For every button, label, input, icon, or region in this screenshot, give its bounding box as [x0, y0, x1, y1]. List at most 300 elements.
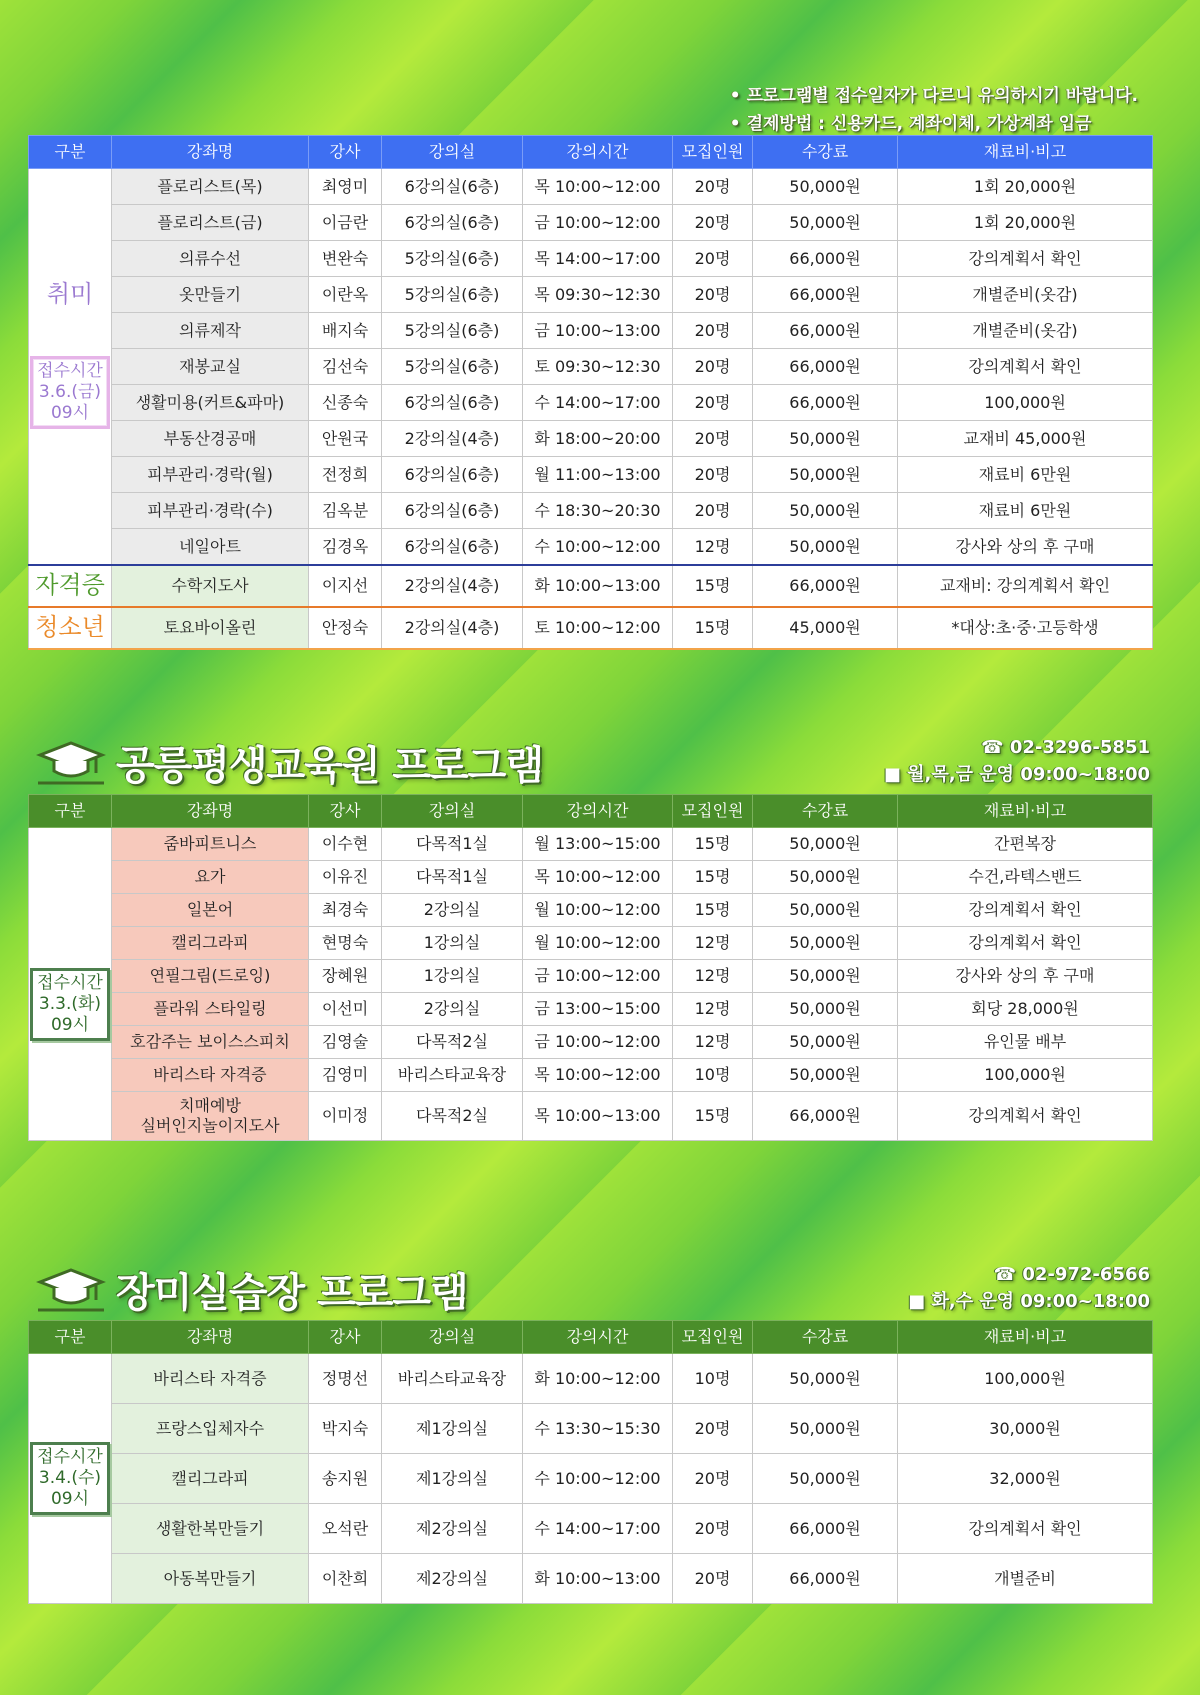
cell-classroom — [382, 205, 523, 241]
classroom-text: 2강의실 — [423, 900, 481, 919]
course-name-text: 피부관리·경락(월) — [147, 464, 273, 484]
cell-instructor — [309, 1404, 382, 1454]
cell-tuition-fee — [753, 828, 898, 861]
cell-class-time — [523, 349, 673, 385]
cell-classroom — [382, 1026, 523, 1059]
classroom-text: 5강의실(6층) — [404, 320, 500, 340]
course-name-text: 토요바이올린 — [163, 618, 257, 637]
cell-classroom — [382, 1404, 523, 1454]
cell-tuition-fee — [753, 349, 898, 385]
cell-class-time — [523, 421, 673, 457]
material-note-text: 100,000원 — [984, 1368, 1066, 1388]
category-cell — [29, 169, 112, 566]
material-note-text: 강의계획서 확인 — [968, 1518, 1082, 1538]
header-capacity: 모집인원 — [673, 1321, 753, 1354]
cell-class-time — [523, 385, 673, 421]
category-hobby: 취미 — [46, 280, 94, 308]
section-title-jangmi — [36, 1261, 468, 1318]
cell-capacity — [673, 349, 753, 385]
table-row — [29, 241, 1153, 277]
category-cell — [29, 1354, 112, 1604]
tuition-fee-text: 66,000원 — [789, 356, 861, 376]
phone-text: ☎ 02-3296-5851 — [981, 737, 1150, 758]
cell-classroom — [382, 1504, 523, 1554]
cell-material-note — [898, 1504, 1153, 1554]
material-note-text: 100,000원 — [984, 392, 1066, 412]
classroom-text: 제2강의실 — [415, 1518, 488, 1538]
material-note-text: 32,000원 — [989, 1468, 1061, 1488]
cell-classroom — [382, 927, 523, 960]
table-row — [29, 1059, 1153, 1092]
cell-class-time — [523, 1059, 673, 1092]
table-row — [29, 529, 1153, 566]
program-table-main — [28, 135, 1153, 650]
tuition-fee-text: 50,000원 — [789, 867, 861, 886]
cell-class-time — [523, 457, 673, 493]
cell-capacity — [673, 1026, 753, 1059]
capacity-text: 20명 — [694, 1468, 731, 1488]
cell-capacity — [673, 565, 753, 607]
cell-classroom — [382, 894, 523, 927]
capacity-text: 20명 — [694, 500, 731, 520]
tuition-fee-text: 66,000원 — [789, 284, 861, 304]
cell-capacity — [673, 828, 753, 861]
tuition-fee-text: 45,000원 — [789, 618, 861, 637]
cell-instructor — [309, 1059, 382, 1092]
cell-tuition-fee — [753, 1354, 898, 1404]
capacity-text: 20명 — [694, 356, 731, 376]
section-title-gongneung — [36, 734, 543, 791]
table-row — [29, 1092, 1153, 1141]
material-note-text: 강사와 상의 후 구매 — [955, 536, 1095, 556]
instructor-text: 이선미 — [321, 999, 369, 1018]
cell-capacity — [673, 493, 753, 529]
capacity-text: 20명 — [694, 392, 731, 412]
tuition-fee-text: 50,000원 — [789, 1032, 861, 1051]
cell-material-note — [898, 169, 1153, 205]
cell-capacity — [673, 529, 753, 566]
capacity-text: 20명 — [694, 320, 731, 340]
cell-instructor — [309, 565, 382, 607]
cell-instructor — [309, 960, 382, 993]
cell-classroom — [382, 1554, 523, 1604]
course-name-text: 피부관리·경락(수) — [147, 500, 273, 520]
classroom-text: 6강의실(6층) — [404, 464, 500, 484]
cell-course-name — [112, 241, 309, 277]
cell-material-note — [898, 927, 1153, 960]
class-time-text: 수 10:00~12:00 — [534, 536, 661, 556]
material-note-text: 재료비 6만원 — [978, 464, 1072, 484]
header-course: 강좌명 — [112, 795, 309, 828]
cell-classroom — [382, 529, 523, 566]
cell-classroom — [382, 169, 523, 205]
cell-instructor — [309, 607, 382, 649]
cell-instructor — [309, 1504, 382, 1554]
cell-instructor — [309, 1354, 382, 1404]
instructor-text: 이수현 — [321, 834, 369, 853]
classroom-text: 제2강의실 — [415, 1568, 488, 1588]
tuition-fee-text: 66,000원 — [789, 1106, 861, 1125]
capacity-text: 12명 — [694, 1032, 731, 1051]
capacity-text: 20명 — [694, 1568, 731, 1588]
cell-material-note — [898, 993, 1153, 1026]
header-note: 재료비·비고 — [898, 795, 1153, 828]
tuition-fee-text: 50,000원 — [789, 1468, 861, 1488]
cell-course-name — [112, 529, 309, 566]
classroom-text: 다목적2실 — [415, 1032, 488, 1051]
cell-capacity — [673, 1059, 753, 1092]
course-name-text: 의류제작 — [179, 320, 241, 340]
capacity-text: 15명 — [694, 900, 731, 919]
cell-instructor — [309, 313, 382, 349]
capacity-text: 15명 — [694, 867, 731, 886]
material-note-text: 강의계획서 확인 — [968, 900, 1082, 919]
course-name-text: 수학지도사 — [171, 576, 249, 595]
header-category: 구분 — [29, 795, 112, 828]
cell-capacity — [673, 861, 753, 894]
cell-material-note — [898, 1354, 1153, 1404]
cell-course-name — [112, 828, 309, 861]
cell-tuition-fee — [753, 277, 898, 313]
table-header-row — [29, 795, 1153, 828]
tuition-fee-text: 50,000원 — [789, 900, 861, 919]
header-category: 구분 — [29, 136, 112, 169]
cell-class-time — [523, 205, 673, 241]
cell-class-time — [523, 1504, 673, 1554]
class-time-text: 목 09:30~12:30 — [534, 284, 661, 304]
cell-course-name — [112, 169, 309, 205]
tuition-fee-text: 66,000원 — [789, 392, 861, 412]
classroom-text: 2강의실(4층) — [404, 618, 500, 637]
table-row — [29, 1554, 1153, 1604]
cell-tuition-fee — [753, 565, 898, 607]
cell-tuition-fee — [753, 385, 898, 421]
cell-course-name — [112, 457, 309, 493]
cell-course-name — [112, 1059, 309, 1092]
tuition-fee-text: 50,000원 — [789, 212, 861, 232]
tuition-fee-text: 50,000원 — [789, 834, 861, 853]
cell-course-name — [112, 205, 309, 241]
cell-course-name — [112, 607, 309, 649]
cell-course-name — [112, 565, 309, 607]
table-row — [29, 828, 1153, 861]
course-name-text: 생활미용(커트&파마) — [135, 392, 285, 412]
course-name-text: 옷만들기 — [179, 284, 241, 304]
capacity-text: 20명 — [694, 428, 731, 448]
header-room: 강의실 — [382, 136, 523, 169]
classroom-text: 6강의실(6층) — [404, 392, 500, 412]
instructor-text: 박지숙 — [321, 1418, 369, 1438]
tuition-fee-text: 66,000원 — [789, 320, 861, 340]
header-category: 구분 — [29, 1321, 112, 1354]
cell-instructor — [309, 993, 382, 1026]
table-row — [29, 313, 1153, 349]
instructor-text: 정명선 — [321, 1368, 369, 1388]
cell-material-note — [898, 565, 1153, 607]
class-time-text: 목 10:00~13:00 — [534, 1106, 661, 1125]
class-time-text: 금 13:00~15:00 — [534, 999, 661, 1018]
material-note-text: 강의계획서 확인 — [968, 1106, 1082, 1125]
tuition-fee-text: 66,000원 — [789, 248, 861, 268]
capacity-text: 20명 — [694, 284, 731, 304]
cell-course-name — [112, 960, 309, 993]
class-time-text: 목 14:00~17:00 — [534, 248, 661, 268]
tuition-fee-text: 50,000원 — [789, 536, 861, 556]
material-note-text: 1회 20,000원 — [973, 212, 1077, 232]
cell-tuition-fee — [753, 607, 898, 649]
classroom-text: 1강의실 — [423, 966, 481, 985]
material-note-text: 30,000원 — [989, 1418, 1061, 1438]
cell-instructor — [309, 421, 382, 457]
cell-material-note — [898, 421, 1153, 457]
classroom-text: 6강의실(6층) — [404, 212, 500, 232]
table-row — [29, 993, 1153, 1026]
table-row — [29, 1354, 1153, 1404]
cell-class-time — [523, 894, 673, 927]
classroom-text: 제1강의실 — [415, 1468, 488, 1488]
class-time-text: 금 10:00~13:00 — [534, 320, 661, 340]
cell-tuition-fee — [753, 960, 898, 993]
table-row — [29, 1026, 1153, 1059]
category-cell — [29, 828, 112, 1141]
instructor-text: 안정숙 — [321, 618, 369, 637]
classroom-text: 5강의실(6층) — [404, 356, 500, 376]
table-row — [29, 927, 1153, 960]
table-row — [29, 1454, 1153, 1504]
classroom-text: 2강의실 — [423, 999, 481, 1018]
table-row — [29, 277, 1153, 313]
registration-stamp — [30, 968, 110, 1041]
material-note-text: 교재비: 강의계획서 확인 — [939, 576, 1111, 595]
section-title-text: 공릉평생교육원 프로그램 — [116, 743, 543, 789]
category-cell — [29, 565, 112, 607]
hours-text: ■ 화,수 운영 09:00~18:00 — [908, 1291, 1150, 1312]
material-note-text: 간편복장 — [994, 834, 1056, 853]
material-note-text: 강의계획서 확인 — [968, 933, 1082, 952]
material-note-text: 개별준비(옷감) — [972, 284, 1078, 304]
cell-capacity — [673, 277, 753, 313]
course-name-text: 플라워 스타일링 — [153, 999, 267, 1018]
cell-course-name — [112, 385, 309, 421]
cell-material-note — [898, 1454, 1153, 1504]
phone-text: ☎ 02-972-6566 — [993, 1264, 1150, 1285]
header-instructor: 강사 — [309, 136, 382, 169]
cell-instructor — [309, 457, 382, 493]
cell-instructor — [309, 349, 382, 385]
course-name-text: 줌바피트니스 — [163, 834, 257, 853]
header-time: 강의시간 — [523, 136, 673, 169]
class-time-text: 금 10:00~12:00 — [534, 966, 661, 985]
stamp-line: 09시 — [50, 1489, 90, 1509]
cell-classroom — [382, 457, 523, 493]
cell-classroom — [382, 277, 523, 313]
header-instructor: 강사 — [309, 795, 382, 828]
cell-tuition-fee — [753, 1026, 898, 1059]
category-youth: 청소년 — [35, 612, 105, 641]
cell-tuition-fee — [753, 529, 898, 566]
cell-class-time — [523, 277, 673, 313]
cell-tuition-fee — [753, 313, 898, 349]
cell-instructor — [309, 828, 382, 861]
cell-class-time — [523, 529, 673, 566]
capacity-text: 12명 — [694, 999, 731, 1018]
class-time-text: 화 10:00~13:00 — [534, 576, 661, 595]
capacity-text: 20명 — [694, 212, 731, 232]
instructor-text: 안원국 — [321, 428, 369, 448]
cell-course-name — [112, 1554, 309, 1604]
cell-class-time — [523, 1554, 673, 1604]
class-time-text: 월 13:00~15:00 — [534, 834, 661, 853]
instructor-text: 전정희 — [321, 464, 369, 484]
cell-material-note — [898, 1092, 1153, 1141]
cell-classroom — [382, 313, 523, 349]
stamp-line: 접수시간 — [37, 1447, 103, 1467]
tuition-fee-text: 50,000원 — [789, 464, 861, 484]
cell-tuition-fee — [753, 1504, 898, 1554]
cell-tuition-fee — [753, 927, 898, 960]
tuition-fee-text: 50,000원 — [789, 999, 861, 1018]
table-row — [29, 565, 1153, 607]
class-time-text: 월 10:00~12:00 — [534, 900, 661, 919]
classroom-text: 5강의실(6층) — [404, 284, 500, 304]
material-note-text: *대상:초·중·고등학생 — [951, 618, 1099, 637]
classroom-text: 1강의실 — [423, 933, 481, 952]
cell-classroom — [382, 565, 523, 607]
cell-class-time — [523, 927, 673, 960]
classroom-text: 바리스타교육장 — [397, 1368, 507, 1388]
cell-classroom — [382, 960, 523, 993]
cell-classroom — [382, 493, 523, 529]
cell-tuition-fee — [753, 1454, 898, 1504]
cell-tuition-fee — [753, 421, 898, 457]
tuition-fee-text: 66,000원 — [789, 576, 861, 595]
header-note: 재료비·비고 — [898, 1321, 1153, 1354]
cell-material-note — [898, 205, 1153, 241]
tuition-fee-text: 50,000원 — [789, 1368, 861, 1388]
course-name-text: 재봉교실 — [179, 356, 241, 376]
course-name-text: 치매예방 실버인지놀이지도사 — [140, 1096, 280, 1135]
cell-tuition-fee — [753, 169, 898, 205]
instructor-text: 김영술 — [321, 1032, 369, 1051]
tuition-fee-text: 50,000원 — [789, 1418, 861, 1438]
instructor-text: 최경숙 — [321, 900, 369, 919]
capacity-text: 15명 — [694, 1106, 731, 1125]
header-fee: 수강료 — [753, 1321, 898, 1354]
cell-instructor — [309, 894, 382, 927]
cell-instructor — [309, 169, 382, 205]
material-note-text: 강사와 상의 후 구매 — [955, 966, 1095, 985]
material-note-text: 수건,라텍스밴드 — [968, 867, 1082, 886]
tuition-fee-text: 50,000원 — [789, 500, 861, 520]
cell-course-name — [112, 894, 309, 927]
class-time-text: 화 10:00~12:00 — [534, 1368, 661, 1388]
hours-text: ■ 월,목,금 운영 09:00~18:00 — [883, 764, 1150, 785]
classroom-text: 다목적1실 — [415, 834, 488, 853]
cell-class-time — [523, 993, 673, 1026]
table-row — [29, 385, 1153, 421]
cell-classroom — [382, 349, 523, 385]
tuition-fee-text: 50,000원 — [789, 966, 861, 985]
cell-capacity — [673, 1354, 753, 1404]
cell-classroom — [382, 385, 523, 421]
capacity-text: 20명 — [694, 1418, 731, 1438]
cell-classroom — [382, 1354, 523, 1404]
header-capacity: 모집인원 — [673, 795, 753, 828]
header-room: 강의실 — [382, 795, 523, 828]
table-row — [29, 861, 1153, 894]
table-row — [29, 960, 1153, 993]
cell-tuition-fee — [753, 993, 898, 1026]
cell-material-note — [898, 828, 1153, 861]
cell-material-note — [898, 861, 1153, 894]
cell-instructor — [309, 1554, 382, 1604]
material-note-text: 100,000원 — [984, 1065, 1066, 1084]
cell-classroom — [382, 828, 523, 861]
stamp-line: 3.4.(수) — [38, 1468, 102, 1488]
capacity-text: 15명 — [694, 576, 731, 595]
class-time-text: 토 09:30~12:30 — [534, 356, 661, 376]
classroom-text: 2강의실(4층) — [404, 576, 500, 595]
tuition-fee-text: 50,000원 — [789, 1065, 861, 1084]
class-time-text: 목 10:00~12:00 — [534, 176, 661, 196]
material-note-text: 강의계획서 확인 — [968, 248, 1082, 268]
stamp-line: 09시 — [50, 403, 90, 423]
course-name-text: 바리스타 자격증 — [153, 1368, 267, 1388]
course-name-text: 생활한복만들기 — [155, 1518, 265, 1538]
class-time-text: 금 10:00~12:00 — [534, 212, 661, 232]
capacity-text: 12명 — [694, 966, 731, 985]
capacity-text: 20명 — [694, 248, 731, 268]
instructor-text: 이유진 — [321, 867, 369, 886]
cell-instructor — [309, 385, 382, 421]
cell-class-time — [523, 960, 673, 993]
course-name-text: 호감주는 보이스스피치 — [130, 1032, 290, 1051]
cell-material-note — [898, 277, 1153, 313]
tuition-fee-text: 50,000원 — [789, 176, 861, 196]
cell-tuition-fee — [753, 241, 898, 277]
cell-instructor — [309, 927, 382, 960]
cell-course-name — [112, 493, 309, 529]
instructor-text: 김옥분 — [321, 500, 369, 520]
table-row — [29, 457, 1153, 493]
tuition-fee-text: 66,000원 — [789, 1568, 861, 1588]
course-name-text: 의류수선 — [179, 248, 241, 268]
class-time-text: 토 10:00~12:00 — [534, 618, 661, 637]
cell-classroom — [382, 1454, 523, 1504]
cell-tuition-fee — [753, 457, 898, 493]
table-header-row — [29, 1321, 1153, 1354]
program-table-jangmi — [28, 1320, 1153, 1604]
cell-capacity — [673, 1454, 753, 1504]
category-certificate: 자격증 — [35, 570, 105, 599]
material-note-text: 개별준비(옷감) — [972, 320, 1078, 340]
cell-instructor — [309, 277, 382, 313]
cell-tuition-fee — [753, 861, 898, 894]
cell-tuition-fee — [753, 493, 898, 529]
course-name-text: 네일아트 — [179, 536, 241, 556]
cell-class-time — [523, 828, 673, 861]
classroom-text: 제1강의실 — [415, 1418, 488, 1438]
cell-class-time — [523, 565, 673, 607]
cell-capacity — [673, 385, 753, 421]
cell-instructor — [309, 1454, 382, 1504]
header-fee: 수강료 — [753, 136, 898, 169]
cell-course-name — [112, 993, 309, 1026]
cell-tuition-fee — [753, 1554, 898, 1604]
classroom-text: 6강의실(6층) — [404, 176, 500, 196]
cell-tuition-fee — [753, 1059, 898, 1092]
cell-instructor — [309, 493, 382, 529]
